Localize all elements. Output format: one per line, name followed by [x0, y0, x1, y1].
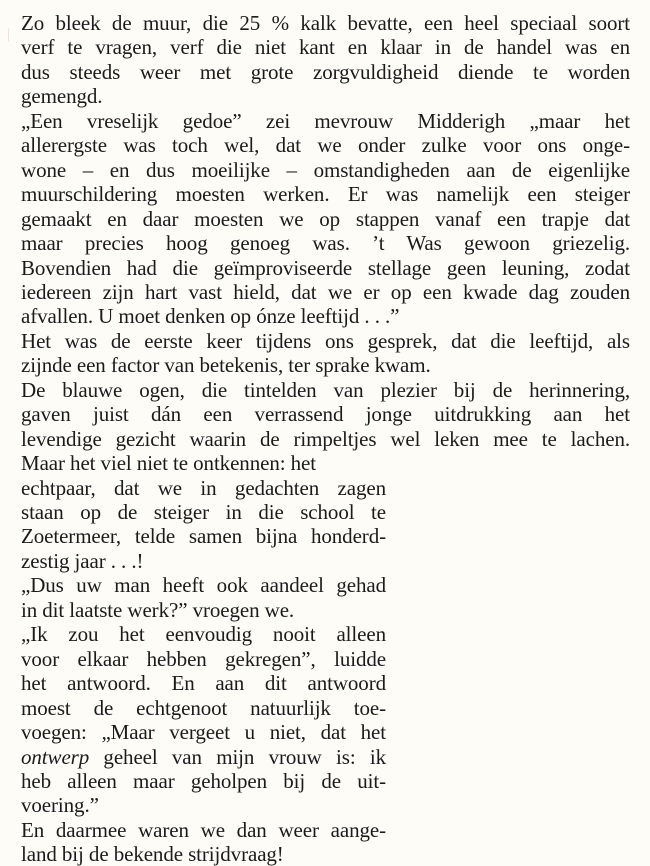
- text-line: dus steeds weer met grote zorgvuldigheid diende te worden: [21, 59, 630, 84]
- text-line: De blauwe ogen, die tintelden van plezier bij de herinnering,: [21, 377, 630, 402]
- text-line: „Dus uw man heeft ook aandeel gehad: [21, 573, 386, 598]
- text-line: echtpaar, dat we in gedachten zagen: [21, 475, 386, 500]
- text-line: iedereen zijn hart vast hield, dat we er op een kwade dag zouden: [21, 279, 630, 304]
- text-line: Maar het viel niet te ontkennen: het: [21, 451, 316, 476]
- text-line: maar precies hoog genoeg was. ’t Was gewoon griezelig.: [21, 231, 630, 256]
- text-line: zijnde een factor van betekenis, ter sprake kwam.: [21, 353, 431, 378]
- text-line: Zoetermeer, telde samen bijna honderd-: [21, 524, 386, 549]
- line-text: geheel van mijn vrouw is: ik: [89, 744, 386, 769]
- text-line: Bovendien had die geïmproviseerde stellage geen leuning, zodat: [21, 255, 630, 280]
- text-line: verf te vragen, verf die niet kant en klaar in de handel was en: [21, 35, 630, 60]
- text-line: Zo bleek de muur, die 25 % kalk bevatte, een heel speciaal soort: [21, 11, 630, 35]
- text-line: [21, 745, 386, 769]
- text-line: moest de echtgenoot natuurlijk toe-: [21, 695, 386, 720]
- text-line: gemengd.: [21, 84, 103, 109]
- text-line: allerergste was toch wel, dat we onder zulke voor ons onge-: [21, 133, 630, 158]
- text-line: voor elkaar hebben gekregen”, luidde: [21, 646, 386, 671]
- text-line: „Ik zou het eenvoudig nooit alleen: [21, 622, 386, 647]
- text-line: het antwoord. En aan dit antwoord: [21, 671, 386, 696]
- text-line: Het was de eerste keer tijdens ons gesprek, dat die leeftijd, als: [21, 328, 630, 353]
- text-line: En daarmee waren we dan weer aange-: [21, 817, 386, 842]
- text-line: voegen: „Maar vergeet u niet, dat het: [21, 720, 386, 745]
- text-line: afvallen. U moet denken op ónze leeftijd . . .”: [21, 304, 400, 329]
- text-line: in dit laatste werk?” vroegen we.: [21, 597, 295, 622]
- text-line: heb alleen maar geholpen bij de uit-: [21, 768, 386, 793]
- text-line: gemaakt en daar moesten we op stappen vanaf een trapje dat: [21, 206, 630, 231]
- emphasis-text: ontwerp: [21, 744, 90, 769]
- text-line: „Een vreselijk gedoe” zei mevrouw Midderigh „maar het: [21, 108, 630, 133]
- text-line: wone – en dus moeilijke – omstandigheden aan de eigenlijke: [21, 157, 630, 182]
- text-line: levendige gezicht waarin de rimpeltjes wel leken mee te lachen.: [21, 426, 630, 451]
- text-line: land bij de bekende strijdvraag!: [21, 842, 284, 866]
- scan-artifact: [8, 28, 12, 42]
- text-line: zestig jaar . . .!: [21, 548, 144, 573]
- text-line: voering.”: [21, 793, 99, 818]
- text-line: muurschildering moesten werken. Er was namelijk een steiger: [21, 182, 630, 207]
- text-line: gaven juist dán een verrassend jonge uitdrukking aan het: [21, 402, 630, 427]
- text-line: staan op de steiger in die school te: [21, 500, 386, 524]
